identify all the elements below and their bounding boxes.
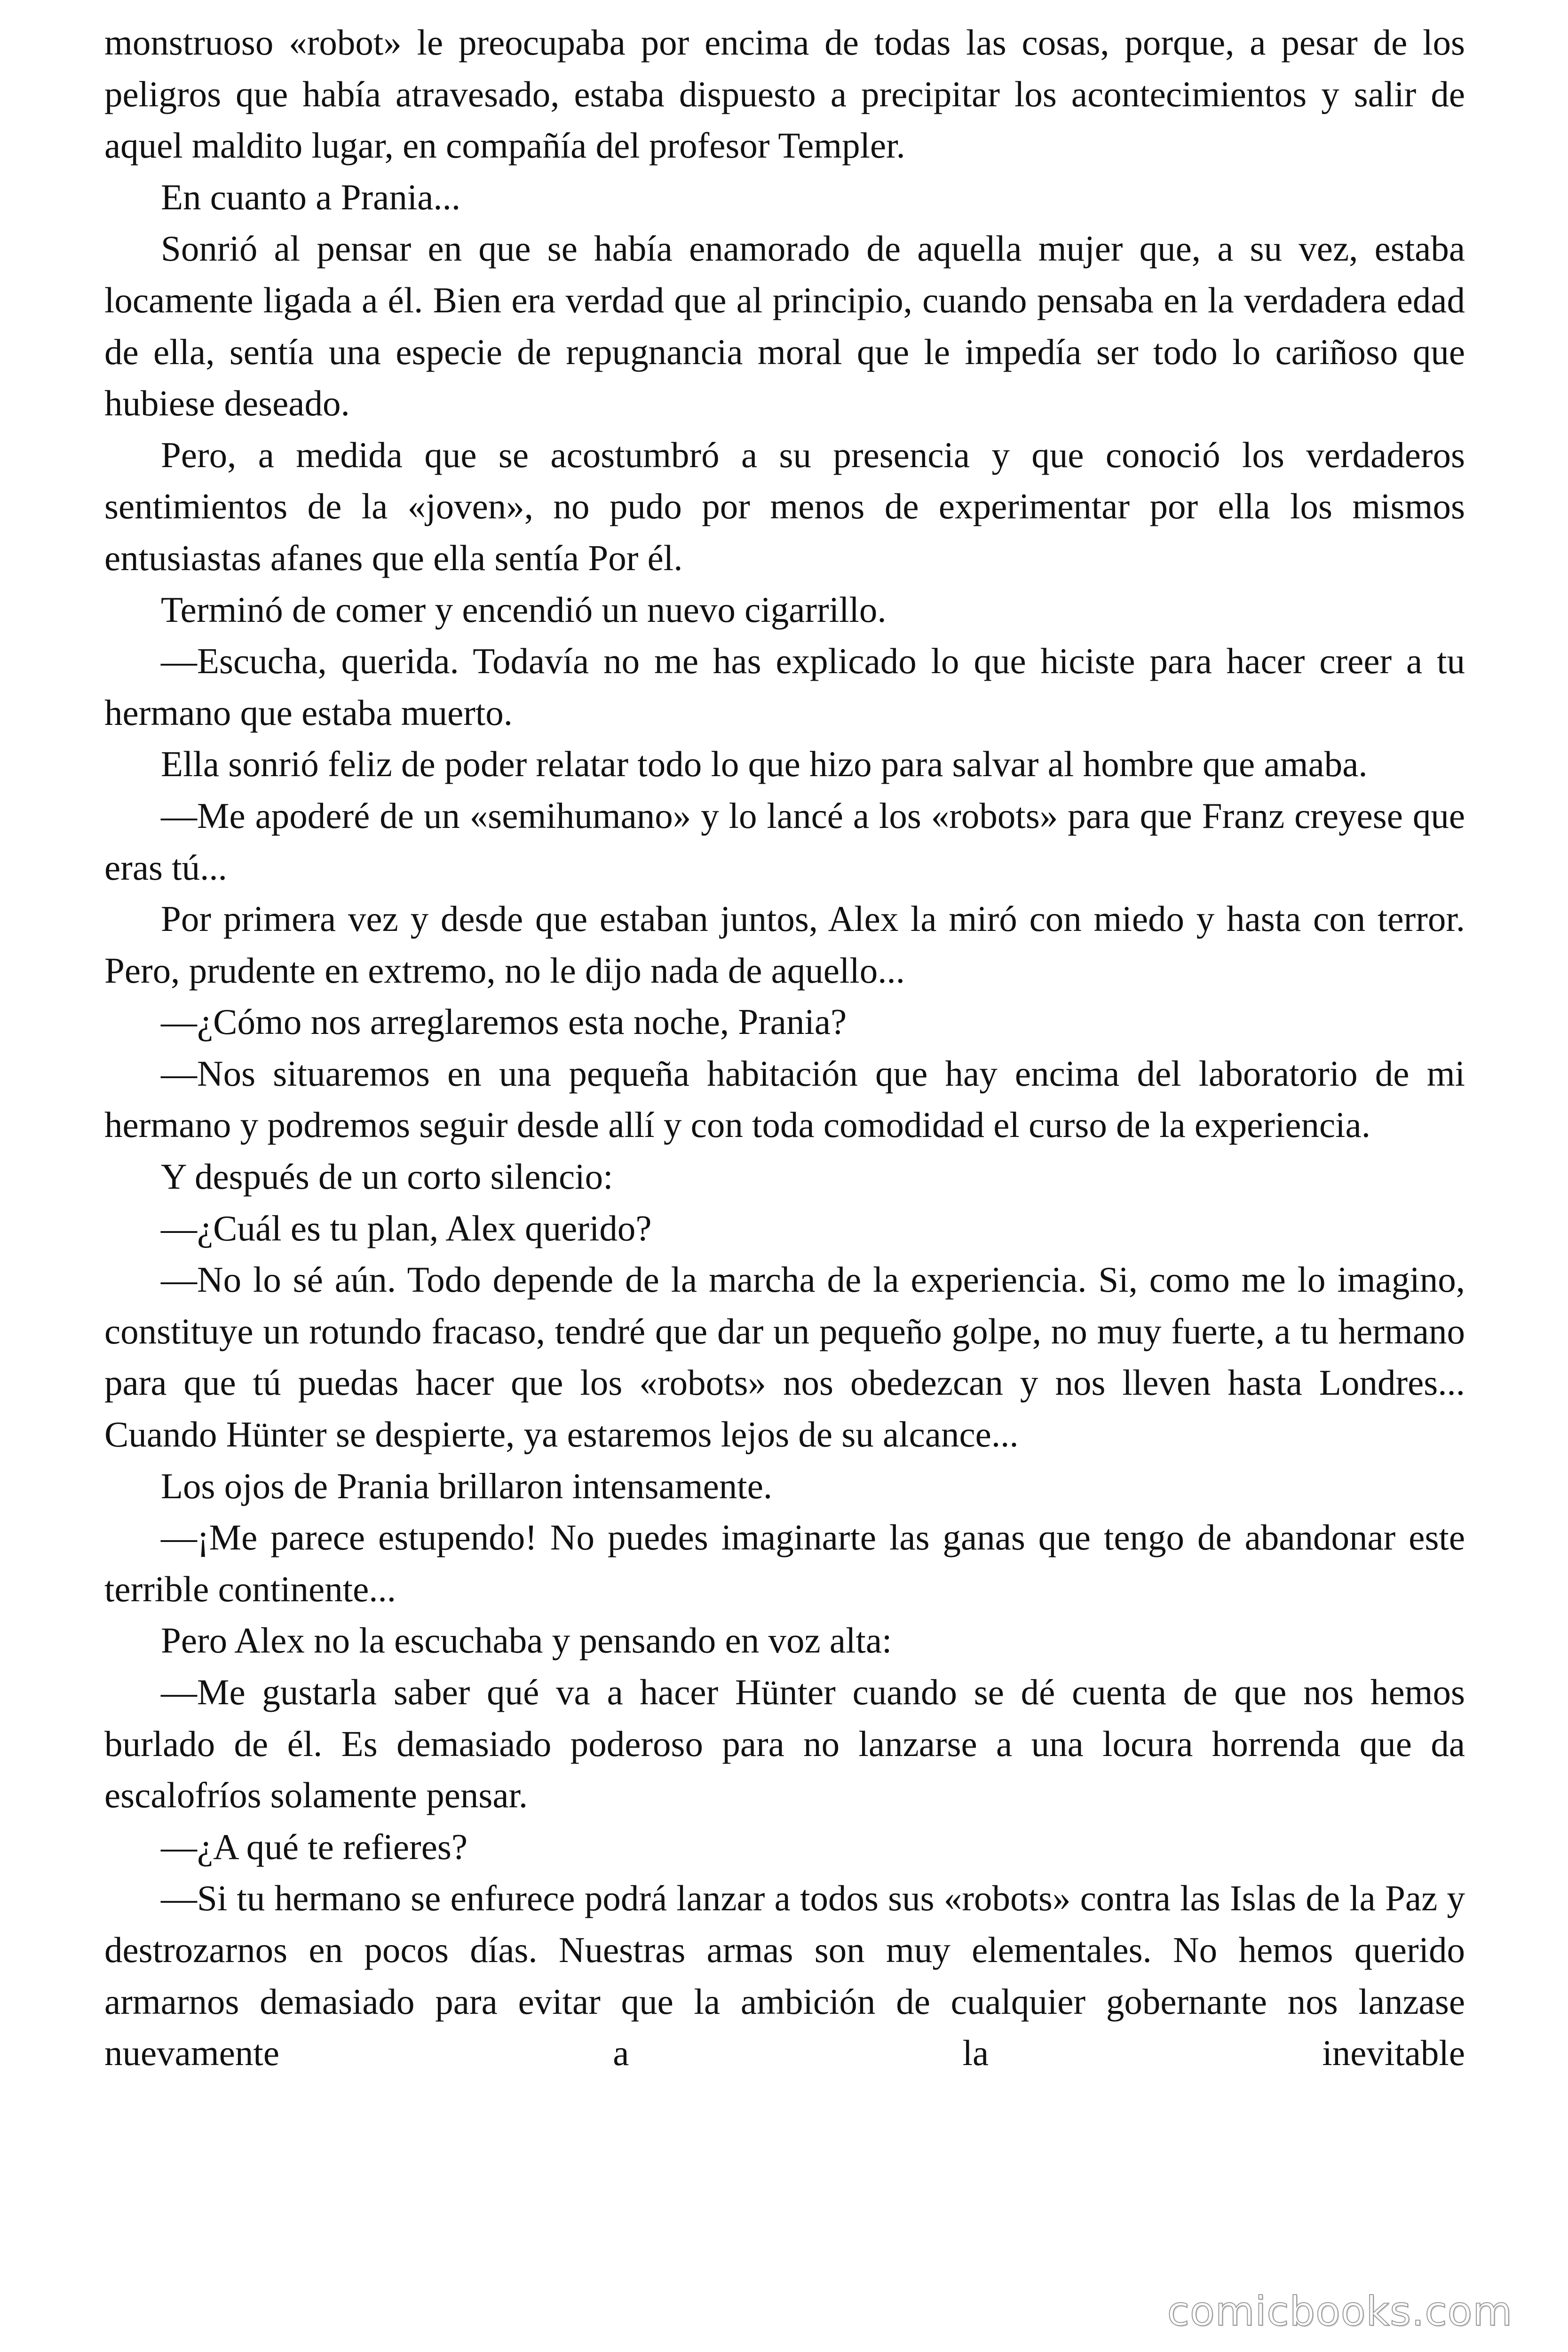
- dialogue-paragraph: —Si tu hermano se enfurece podrá lanzar a todos sus «robots» contra las Islas de la Paz y destrozarnos en pocos días. Nuestras armas son muy elementales. No hemos querido armarnos demasiado para evitar que la ambición de cualquier gobernante nos lanzase nuevamente a la inevitable: [104, 1878, 1465, 2074]
- dialogue-paragraph: —Nos situaremos en una pequeña habitación que hay encima del laboratorio de mi hermano y podremos seguir desde allí y con toda comodidad el curso de la experiencia.: [104, 1053, 1465, 1145]
- dialogue-paragraph: —¿A qué te refieres?: [161, 1826, 468, 1867]
- dialogue-paragraph: —¡Me parece estupendo! No puedes imaginarte las ganas que tengo de abandonar este terrible continente...: [104, 1517, 1465, 1609]
- paragraph: En cuanto a Prania...: [161, 176, 461, 217]
- paragraph: Sonrió al pensar en que se había enamorado de aquella mujer que, a su vez, estaba locamente ligada a él. Bien era verdad que al principio, cuando pensaba en la verdadera edad de ella, sentía una especie de repugnancia moral que le impedía ser todo lo cariñoso que hubiese deseado.: [104, 228, 1465, 424]
- paragraph: Los ojos de Prania brillaron intensamente.: [161, 1465, 773, 1506]
- book-page-text: [104, 17, 1465, 2079]
- watermark-logo: comicbooks.com: [1167, 2288, 1513, 2335]
- dialogue-paragraph: —¿Cómo nos arreglaremos esta noche, Prania?: [161, 1001, 847, 1042]
- paragraph: Pero Alex no la escuchaba y pensando en voz alta:: [161, 1620, 892, 1661]
- paragraph: Terminó de comer y encendió un nuevo cigarrillo.: [161, 589, 887, 630]
- dialogue-paragraph: —¿Cuál es tu plan, Alex querido?: [161, 1208, 652, 1248]
- paragraph: Pero, a medida que se acostumbró a su presencia y que conoció los verdaderos sentimientos de la «joven», no pudo por menos de experimentar por ella los mismos entusiastas afanes que ella sentía Por él.: [104, 434, 1465, 578]
- paragraph: Y después de un corto silencio:: [161, 1156, 613, 1197]
- dialogue-paragraph: —Me apoderé de un «semihumano» y lo lancé a los «robots» para que Franz creyese que eras tú...: [104, 795, 1465, 888]
- paragraph: Ella sonrió feliz de poder relatar todo lo que hizo para salvar al hombre que amaba.: [161, 744, 1368, 785]
- paragraph-continued: monstruoso «robot» le preocupaba por encima de todas las cosas, porque, a pesar de los peligros que había atravesado, estaba dispuesto a precipitar los acontecimientos y salir de aquel maldito lugar, en compañía del profesor Templer.: [104, 22, 1465, 166]
- paragraph: Por primera vez y desde que estaban juntos, Alex la miró con miedo y hasta con terror. Pero, prudente en extremo, no le dijo nada de aquello...: [104, 898, 1465, 991]
- dialogue-paragraph: —Me gustarla saber qué va a hacer Hünter cuando se dé cuenta de que nos hemos burlado de él. Es demasiado poderoso para no lanzarse a una locura horrenda que da escalofríos solamente pensar.: [104, 1672, 1465, 1816]
- dialogue-paragraph: —No lo sé aún. Todo depende de la marcha de la experiencia. Si, como me lo imagino, constituye un rotundo fracaso, tendré que dar un pequeño golpe, no muy fuerte, a tu hermano para que tú puedas hacer que los «robots» nos obedezcan y nos lleven hasta Londres... Cuando Hünter se despierte, ya estaremos lejos de su alcance...: [104, 1259, 1465, 1455]
- dialogue-paragraph: —Escucha, querida. Todavía no me has explicado lo que hiciste para hacer creer a tu hermano que estaba muerto.: [104, 641, 1465, 733]
